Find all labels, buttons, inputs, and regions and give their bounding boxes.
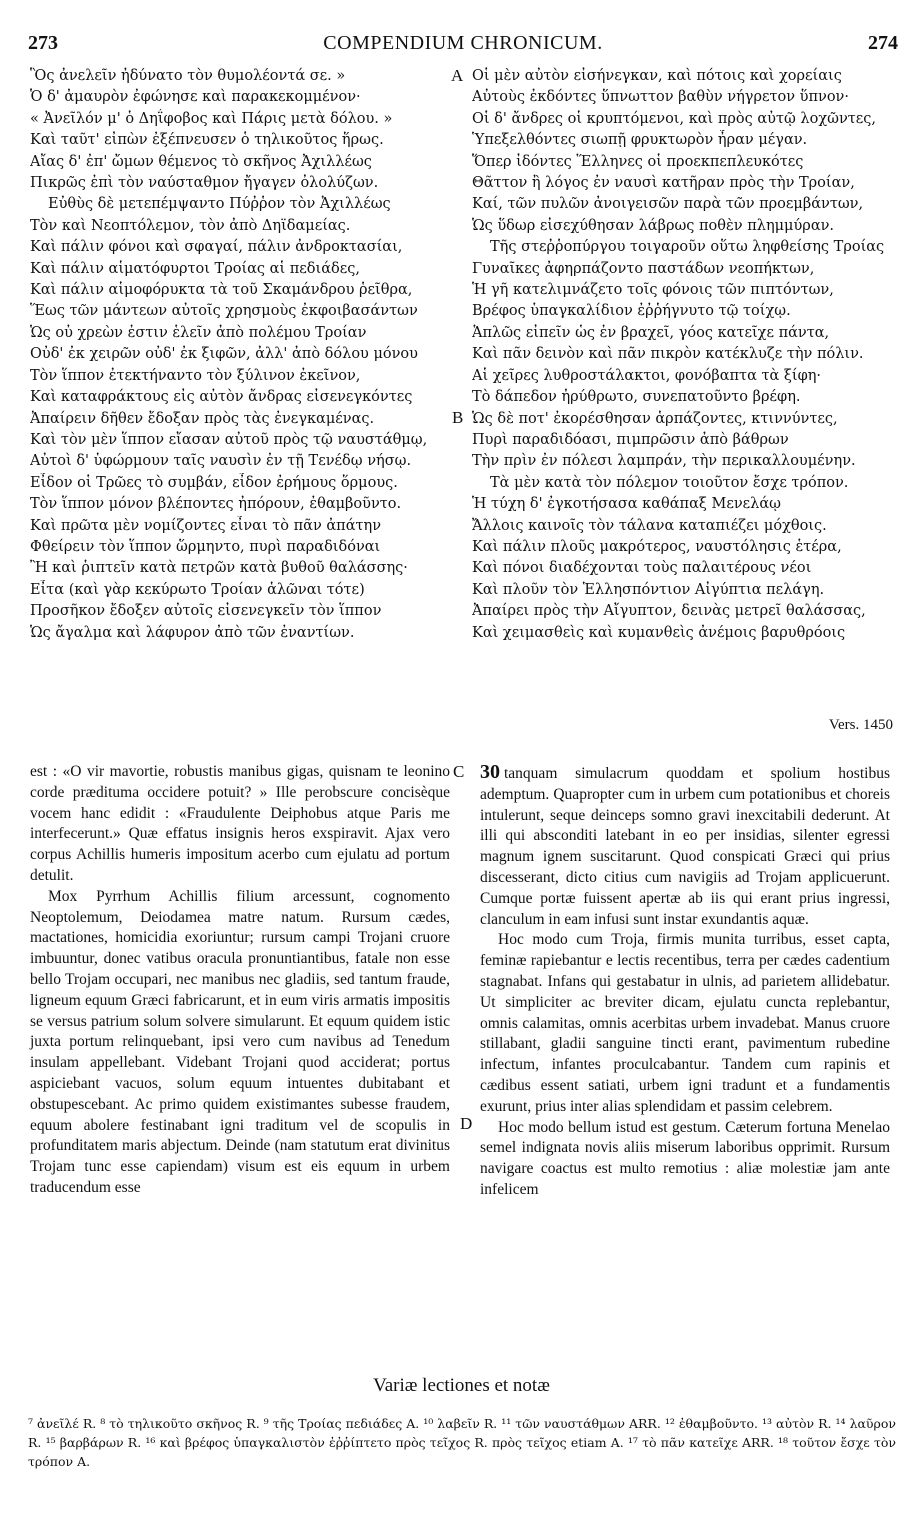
verse-line: Καὶ πάλιν αἱμοφόρυκτα τὰ τοῦ Σκαμάνδρου ῥεῖθρα, (30, 282, 413, 299)
verse-line: Καὶ καταφράκτους εἰς αὐτὸν ἄνδρας εἰσενεγκόντες (30, 389, 413, 406)
section-marker-c: C (453, 762, 465, 781)
verse-line: Τὸ δάπεδον ἠρύθρωτο, συνεπατοῦντο βρέφη. (472, 389, 801, 406)
verse-line: Ὡς δὲ ποτ' ἐκορέσθησαν ἁρπάζοντες, κτιννύντες, (472, 410, 838, 427)
verse-line: Τὰ μὲν κατὰ τὸν πόλεμον τοιοῦτον ἔσχε τρόπον. (490, 474, 849, 491)
verse-line: Καὶ πόνοι διαδέχονται τοὺς παλαιτέρους νέοι (472, 560, 812, 577)
verse-line: Αὐτοὺς ἐκδόντες ὕπνωττον βαθὺν νήγρετον ὕπνον· (472, 89, 849, 106)
verse-count: Vers. 1450 (828, 717, 893, 733)
verse-line: Καὶ πᾶν δεινὸν καὶ πᾶν πικρὸν κατέκλυζε τὴν πόλιν. (472, 346, 864, 363)
verse-line: Ἕως τῶν μάντεων αὐτοῖς χρησμοὺς ἐκφοιβασάντων (30, 303, 418, 320)
verse-line: Εἶδον οἱ Τρῶες τὸ συμβάν, εἶδον ἐρήμους ὅρμους. (30, 474, 398, 491)
verse-line: Τὸν ἵππον μόνον βλέποντες ἠπόρουν, ἐθαμβοῦντο. (30, 496, 402, 513)
verse-line: Φθείρειν τὸν ἵππον ὥρμηντο, πυρὶ παραδιδόναι (30, 538, 381, 555)
verse-line: Ἢ καὶ ῥιπτεῖν κατὰ πετρῶν κατὰ βυθοῦ θαλάσσης· (30, 560, 408, 577)
verse-line: Ἀπαίρει πρὸς τὴν Αἴγυπτον, δεινὰς μετρεῖ θαλάσσας, (472, 603, 866, 620)
verse-line: Τὴν πρὶν ἐν πόλεσι λαμπράν, τὴν περικαλλουμένην. (472, 453, 856, 470)
verse-line: Πυρὶ παραδιδόασι, πιμπρῶσιν ἀπὸ βάθρων (472, 431, 789, 448)
page-number-left: 273 (28, 32, 58, 54)
verse-line: Τῆς στεῤῥοπύργου τοιγαροῦν οὕτω ληφθείσης Τροίας (490, 239, 885, 256)
verse-line: Ὅπερ ἰδόντες Ἕλληνες οἱ προεκπεπλευκότες (472, 153, 804, 170)
latin-translation-left (30, 762, 450, 1199)
latin-paragraph: Hoc modo cum Troja, firmis munita turribus, esset capta, feminæ rapiebantur e lectis recentibus, terra per cædes cadentium stagnabat. Infans qui gestabatur in ulnis, ad parietem allidebatur. Ut simpliciter ac breviter dicam, ejulatu cuncta replebantur, omnis calamitas, omnis acerbitas urbem invadebat. Manus cruore stillabant, gladii sanguine tincti erant, pavimentum rubedine infectum, infantes proculcabantur. Tandem cum rapinis et cædibus essent satiati, urbem igni tradunt et a fundamentis exurunt, prius inter alias splendidam et passim celebrem. (480, 931, 890, 1115)
verse-line: Οὐδ' ἐκ χειρῶν οὐδ' ἐκ ξιφῶν, ἀλλ' ἀπὸ δόλου μόνου (30, 346, 418, 363)
verse-line: Ὡς ὕδωρ εἰσεχύθησαν λάβρως ποθὲν πλημμύραν. (472, 217, 835, 234)
section-marker-d: D (460, 1114, 473, 1133)
verse-line: Καὶ πάλιν αἱματόφυρτοι Τροίας αἱ πεδιάδες, (30, 260, 360, 277)
column-number: 30 (480, 761, 500, 783)
notes-heading: Variæ lectiones et notæ (373, 1375, 550, 1396)
verse-line: Αἱ χεῖρες λυθροστάλακτοι, φονόβαπτα τὰ ξίφη· (472, 367, 822, 384)
verse-line: Ὑπεξελθόντες σιωπῇ φρυκτωρὸν ἦραν μέγαν. (472, 132, 808, 149)
verse-line: « Ἀνεῖλόν μ' ὁ Δηΐφοβος καὶ Πάρις μετὰ δόλου. » (30, 110, 393, 127)
verse-line: Θᾶττον ἢ λόγος ἐν ναυσὶ κατῆραν πρὸς τὴν Τροίαν, (472, 175, 855, 192)
verse-line: Αὐτοὶ δ' ὑφώρμουν ταῖς ναυσὶν ἐν τῇ Τενέδῳ νήσῳ. (30, 453, 412, 470)
latin-translation-right (480, 762, 890, 1201)
variant-readings-notes: ⁷ ἀνεῖλέ R. ⁸ τὸ τηλικοῦτο σκῆνος R. ⁹ τῆς Τροίας πεδιάδες A. ¹⁰ λαβεῖν R. ¹¹ τῶν ναυστάθμων ARR. ¹² ἐθαμβοῦντο. ¹³ αὐτὸν R. ¹⁴ λαῦρον R. ¹⁵ βαρβάρων R. ¹⁶ καὶ βρέφος ὑπαγκαλιστὸν ἐῤῥίπτετο πρὸς τεῖχος R. πρὸς τεῖχος etiam A. ¹⁷ τὸ πᾶν κατεῖχε ARR. ¹⁸ τοῦτον ἔσχε τὸν τρόπον A. (28, 1416, 896, 1469)
section-marker-b: B (452, 408, 464, 427)
verse-line: Καὶ τὸν μὲν ἵππον εἴασαν αὐτοῦ πρὸς τῷ ναυστάθμῳ, (30, 431, 428, 448)
verse-line: Οἱ μὲν αὐτὸν εἰσήνεγκαν, καὶ πότοις καὶ χορείαις (472, 68, 842, 84)
verse-line: Αἴας δ' ἐπ' ὤμων θέμενος τὸ σκῆνος Ἀχιλλέως (30, 153, 372, 170)
verse-line: Γυναῖκες ἀφηρπάζοντο παστάδων νεοπήκτων, (472, 260, 815, 277)
verse-line: Ἄλλοις καινοῖς τὸν τάλανα καταπιέζει μόχθοις. (472, 517, 827, 534)
verse-line: Ἡ τύχη δ' ἐγκοτήσασα καθάπαξ Μενελάῳ (472, 496, 781, 513)
verse-line: Πικρῶς ἐπὶ τὸν ναύσταθμον ἤγαγεν ὀλολύζων. (30, 175, 379, 192)
verse-line: Ὃς ἀνελεῖν ἠδύνατο τὸν θυμολέοντά σε. » (30, 68, 346, 84)
section-marker-a: A (451, 66, 464, 85)
verse-line: Βρέφος ὑπαγκαλίδιον ἐῤῥήγνυτο τῷ τοίχῳ. (472, 303, 791, 320)
verse-line: Καὶ πλοῦν τὸν Ἑλλησπόντιον Αἰγύπτια πελάγη. (472, 581, 825, 598)
verse-line: Καὶ πρῶτα μὲν νομίζοντες εἶναι τὸ πᾶν ἀπάτην (30, 517, 382, 534)
verse-line: Προσῆκον ἔδοξεν αὐτοῖς εἰσενεγκεῖν τὸν ἵππον (30, 603, 382, 620)
verse-line: Ἀπαίρειν δῆθεν ἔδοξαν πρὸς τὰς ἐνεγκαμένας. (30, 410, 375, 427)
latin-paragraph: Mox Pyrrhum Achillis filium arcessunt, cognomento Neoptolemum, Deiodamea matre natum. Rursum cædes, mactationes, homicidia exoriuntur; rursum campi Trojani cruore imbuuntur, donec vatibus oracula pronuntiantibus, fatale non esse bello Trojam occupari, nec manibus nec gladiis, sed tantum fraude, ligneum equum Græci fabricarunt, et in eum viris armatis impositis se versus patrium solum solvere simularunt. Et equum quidem istic juxta portum relinquebant, ipsi vero cum navibus ad Tenedum insulam appellebant. Videbant Trojani quod acciderat; portus aspiciebant vacuos, solum equum intuentes dubitabant et obstupescebant. Ac primo quidem existimantes subesse fraudem, equum abolere festinabant igni traditum vel de scopulis in profunditatem maris abjectum. Deinde (nam statutum erat divinitus Trojam tunc esse capiendam) visum est eis equum in urbem traducendum esse (30, 887, 450, 1196)
verse-line: Καί, τῶν πυλῶν ἀνοιγεισῶν παρὰ τῶν προεμβάντων, (472, 196, 864, 213)
verse-line: Οἱ δ' ἄνδρες οἱ κρυπτόμενοι, καὶ πρὸς αὐτῷ λοχῶντες, (472, 110, 877, 127)
verse-line: Τὸν ἵππον ἐτεκτήναντο τὸν ξύλινον ἐκεῖνον, (30, 367, 361, 384)
verse-line: Καὶ ταῦτ' εἰπὼν ἐξέπνευσεν ὁ τηλικοῦτος ἥρως. (30, 132, 384, 149)
verse-line: Καὶ χειμασθεὶς καὶ κυμανθεὶς ἀνέμοις βαρυθρόοις (472, 624, 846, 641)
latin-paragraph: 30 tanquam simulacrum quoddam et spolium hostibus ademptum. Quapropter cum in urbem cum potationibus et choreis intulerunt, seque deinceps somno gravi inexcitabili dederunt. At illi qui absconditi latebant in eo per insidias, silenter egressi magnum ignem suscitarunt. Quod conspicati Græci qui prius discesserant, dicto citius cum navigiis ad Trojam applicuerunt. Cumque portæ fuissent apertæ ab iis qui erant prius ingressi, clanculum in eam infusi sunt instar exundantis aquæ. (480, 761, 890, 928)
verse-line: Ἁπλῶς εἰπεῖν ὡς ἐν βραχεῖ, γόος κατεῖχε πάντα, (472, 324, 830, 341)
verse-line: Τὸν καὶ Νεοπτόλεμον, τὸν ἀπὸ Δηϊδαμείας. (30, 217, 351, 234)
verse-line: Καὶ πάλιν πλοῦς μακρότερος, ναυστόλησις ἑτέρα, (472, 538, 842, 555)
latin-paragraph: est : «O vir mavortie, robustis manibus gigas, quisnam te leonino corde prædituma occidere potuit? » Ille perobscure concisèque vocem hanc edidit : «Fraudulente Deiphobus atque Paris me interfecerunt.» Quæ effatus insignis heros exspiravit. Ajax vero corpus Achillis humeris impositum acerbo cum ejulatu ad portum detulit. (30, 763, 450, 884)
verse-line: Ἡ γῆ κατελιμνάζετο τοῖς φόνοις τῶν πιπτόντων, (472, 282, 834, 299)
latin-paragraph: Hoc modo bellum istud est gestum. Cæterum fortuna Menelao semel indignata novis aliis miserum laboribus opprimit. Rursum navigare coactus est multo remotius : aliæ molestiæ jam ante infelicem (480, 1118, 890, 1198)
page-number-right: 274 (868, 32, 898, 54)
verse-line: Εἶτα (καὶ γὰρ κεκύρωτο Τροίαν ἁλῶναι τότε) (30, 581, 365, 598)
greek-verse-column-right (472, 66, 892, 644)
verse-line: Ὡς ἄγαλμα καὶ λάφυρον ἀπὸ τῶν ἐναντίων. (30, 624, 355, 641)
verse-line: Ὁ δ' ἀμαυρὸν ἐφώνησε καὶ παρακεκομμένον· (30, 89, 361, 106)
verse-line: Εὐθὺς δὲ μετεπέμψαντο Πύῤῥον τὸν Ἀχιλλέως (48, 196, 391, 213)
verse-line: Ὡς οὐ χρεὼν ἐστιν ἑλεῖν ἀπὸ πολέμου Τροίαν (30, 324, 367, 341)
running-header (28, 32, 898, 58)
verse-line: Καὶ πάλιν φόνοι καὶ σφαγαί, πάλιν ἀνδροκτασίαι, (30, 239, 403, 256)
greek-verse-column-left (30, 66, 450, 644)
running-title: COMPENDIUM CHRONICUM. (323, 32, 603, 54)
